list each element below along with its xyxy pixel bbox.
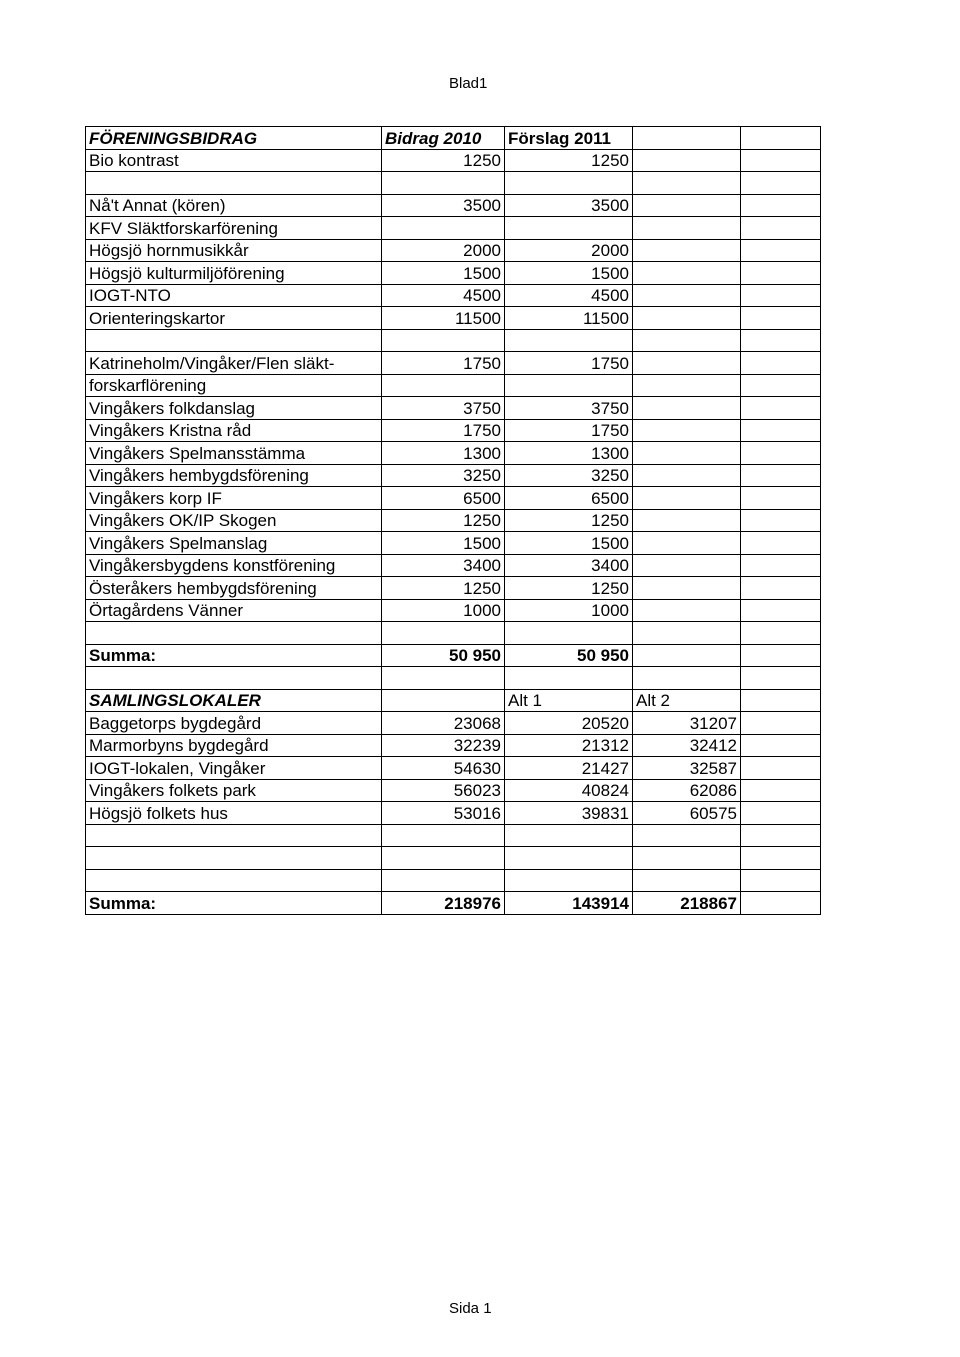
table-cell <box>505 824 633 847</box>
table-cell <box>741 284 821 307</box>
value-2011: 11500 <box>505 307 633 330</box>
value-alt1: 21312 <box>505 734 633 757</box>
value-2010 <box>382 374 505 397</box>
table-row <box>86 239 821 262</box>
table-cell <box>633 599 741 622</box>
table-cell <box>633 397 741 420</box>
row-label: Vingåkers folkdanslag <box>86 397 382 420</box>
table-cell <box>633 262 741 285</box>
value-2011: 3500 <box>505 194 633 217</box>
row-label: IOGT-lokalen, Vingåker <box>86 757 382 780</box>
value-alt1: 21427 <box>505 757 633 780</box>
row-label: Vingåkers korp IF <box>86 487 382 510</box>
column-header: Alt 1 <box>505 689 633 712</box>
table-cell <box>741 149 821 172</box>
row-label: Högsjö folkets hus <box>86 802 382 825</box>
table-cell <box>741 622 821 645</box>
table-row <box>86 554 821 577</box>
table-row <box>86 509 821 532</box>
value-2011: 1500 <box>505 532 633 555</box>
table-cell <box>505 667 633 690</box>
row-label: Örtagårdens Vänner <box>86 599 382 622</box>
value-alt2: 31207 <box>633 712 741 735</box>
summa-2011: 50 950 <box>505 644 633 667</box>
row-label: Vingåkers hembygdsförening <box>86 464 382 487</box>
value-alt2: 32587 <box>633 757 741 780</box>
value-2010: 1750 <box>382 419 505 442</box>
page-number: Sida 1 <box>449 1300 492 1317</box>
table-cell <box>86 622 382 645</box>
table-cell <box>505 869 633 892</box>
value-2010: 6500 <box>382 487 505 510</box>
table-cell <box>741 329 821 352</box>
table-cell <box>741 892 821 915</box>
table-row <box>86 622 821 645</box>
section-heading: FÖRENINGSBIDRAG <box>86 127 382 150</box>
table-cell <box>633 172 741 195</box>
table-cell <box>741 194 821 217</box>
table-row <box>86 329 821 352</box>
table-cell <box>633 442 741 465</box>
table-cell <box>633 644 741 667</box>
table-cell <box>86 869 382 892</box>
value-current: 23068 <box>382 712 505 735</box>
table-cell <box>741 712 821 735</box>
table-cell <box>741 464 821 487</box>
table-cell <box>741 239 821 262</box>
table-cell <box>633 127 741 150</box>
row-label: Marmorbyns bygdegård <box>86 734 382 757</box>
table-cell <box>633 847 741 870</box>
summa-alt2: 218867 <box>633 892 741 915</box>
table-cell <box>741 847 821 870</box>
table-row <box>86 689 821 712</box>
value-2010: 2000 <box>382 239 505 262</box>
value-2011: 1750 <box>505 419 633 442</box>
value-2010: 1750 <box>382 352 505 375</box>
table-cell <box>741 352 821 375</box>
summa-label: Summa: <box>86 644 382 667</box>
table-cell <box>633 307 741 330</box>
value-alt2: 62086 <box>633 779 741 802</box>
table-row <box>86 307 821 330</box>
value-2011: 3750 <box>505 397 633 420</box>
table-row <box>86 284 821 307</box>
table-cell <box>741 734 821 757</box>
table-row <box>86 374 821 397</box>
value-2010: 3750 <box>382 397 505 420</box>
table-cell <box>633 374 741 397</box>
column-header: Alt 2 <box>633 689 741 712</box>
spreadsheet-table <box>85 126 821 915</box>
row-label: Vingåkers folkets park <box>86 779 382 802</box>
table-cell <box>382 847 505 870</box>
value-2010: 1500 <box>382 262 505 285</box>
value-2011: 3400 <box>505 554 633 577</box>
value-alt1: 39831 <box>505 802 633 825</box>
table-row <box>86 892 821 915</box>
table-cell <box>741 442 821 465</box>
table-row <box>86 442 821 465</box>
table-cell <box>633 464 741 487</box>
table-cell <box>633 824 741 847</box>
table-cell <box>633 487 741 510</box>
value-2010 <box>382 217 505 240</box>
value-2011: 3250 <box>505 464 633 487</box>
table-cell <box>86 847 382 870</box>
value-2010: 3500 <box>382 194 505 217</box>
table-cell <box>633 352 741 375</box>
table-cell <box>741 802 821 825</box>
value-2011: 6500 <box>505 487 633 510</box>
row-label: Vingåkers Kristna råd <box>86 419 382 442</box>
value-2010: 3250 <box>382 464 505 487</box>
row-label: Vingåkers OK/IP Skogen <box>86 509 382 532</box>
value-2010 <box>382 329 505 352</box>
row-label: Orienteringskartor <box>86 307 382 330</box>
value-alt1: 40824 <box>505 779 633 802</box>
summa-2010: 50 950 <box>382 644 505 667</box>
value-2011 <box>505 172 633 195</box>
summa-current: 218976 <box>382 892 505 915</box>
value-2010: 1300 <box>382 442 505 465</box>
value-alt2: 32412 <box>633 734 741 757</box>
table-row <box>86 869 821 892</box>
table-row <box>86 802 821 825</box>
table-row <box>86 757 821 780</box>
value-2010: 3400 <box>382 554 505 577</box>
value-2010: 4500 <box>382 284 505 307</box>
table-cell <box>741 554 821 577</box>
value-alt1: 20520 <box>505 712 633 735</box>
table-cell <box>633 532 741 555</box>
table-cell <box>741 397 821 420</box>
value-2011: 1250 <box>505 149 633 172</box>
table-cell <box>741 757 821 780</box>
row-label: Nå't Annat (kören) <box>86 194 382 217</box>
sheet-title: Blad1 <box>449 75 488 92</box>
table-cell <box>633 217 741 240</box>
row-label: Vingåkersbygdens konstförening <box>86 554 382 577</box>
table-cell <box>86 667 382 690</box>
table-cell <box>633 329 741 352</box>
value-2011 <box>505 329 633 352</box>
table-cell <box>741 509 821 532</box>
table-row <box>86 217 821 240</box>
value-current: 32239 <box>382 734 505 757</box>
table-cell <box>633 577 741 600</box>
table-cell <box>741 779 821 802</box>
table-row <box>86 779 821 802</box>
table-cell <box>86 824 382 847</box>
table-cell <box>741 487 821 510</box>
column-header: Bidrag 2010 <box>382 127 505 150</box>
row-label: Katrineholm/Vingåker/Flen släkt- <box>86 352 382 375</box>
table-row <box>86 127 821 150</box>
row-label: Österåkers hembygdsförening <box>86 577 382 600</box>
table-cell <box>741 644 821 667</box>
table-cell <box>633 239 741 262</box>
value-current: 53016 <box>382 802 505 825</box>
row-label: IOGT-NTO <box>86 284 382 307</box>
table-row <box>86 577 821 600</box>
value-2010: 11500 <box>382 307 505 330</box>
value-current: 56023 <box>382 779 505 802</box>
value-2011: 2000 <box>505 239 633 262</box>
table-cell <box>633 667 741 690</box>
table-cell <box>741 419 821 442</box>
row-label: Baggetorps bygdegård <box>86 712 382 735</box>
table-row <box>86 712 821 735</box>
value-2011 <box>505 374 633 397</box>
table-cell <box>741 172 821 195</box>
table-cell <box>382 667 505 690</box>
table-cell <box>633 622 741 645</box>
value-2011: 1250 <box>505 577 633 600</box>
table-row <box>86 847 821 870</box>
table-cell <box>382 622 505 645</box>
summa-label: Summa: <box>86 892 382 915</box>
row-label: Bio kontrast <box>86 149 382 172</box>
table-cell <box>741 824 821 847</box>
value-2010: 1250 <box>382 577 505 600</box>
table-cell <box>741 869 821 892</box>
row-label: Högsjö kulturmiljöförening <box>86 262 382 285</box>
row-label <box>86 172 382 195</box>
row-label: Högsjö hornmusikkår <box>86 239 382 262</box>
table-cell <box>633 194 741 217</box>
value-2010: 1500 <box>382 532 505 555</box>
table-cell <box>382 869 505 892</box>
table-cell <box>633 869 741 892</box>
table-cell <box>741 689 821 712</box>
row-label: Vingåkers Spelmansstämma <box>86 442 382 465</box>
value-current: 54630 <box>382 757 505 780</box>
table-cell <box>505 847 633 870</box>
value-2010: 1000 <box>382 599 505 622</box>
table-row <box>86 194 821 217</box>
table-cell <box>505 622 633 645</box>
column-header: Förslag 2011 <box>505 127 633 150</box>
value-2011: 1250 <box>505 509 633 532</box>
value-2010: 1250 <box>382 509 505 532</box>
value-2011: 1750 <box>505 352 633 375</box>
table-cell <box>741 599 821 622</box>
table-cell <box>633 509 741 532</box>
table-cell <box>741 532 821 555</box>
value-2010: 1250 <box>382 149 505 172</box>
table-cell <box>382 824 505 847</box>
table-cell <box>382 689 505 712</box>
table-cell <box>741 307 821 330</box>
row-label: forskarflörening <box>86 374 382 397</box>
value-2011: 1000 <box>505 599 633 622</box>
table-row <box>86 262 821 285</box>
summa-alt1: 143914 <box>505 892 633 915</box>
row-label: Vingåkers Spelmanslag <box>86 532 382 555</box>
value-2011: 1300 <box>505 442 633 465</box>
value-2011: 1500 <box>505 262 633 285</box>
table-cell <box>741 262 821 285</box>
table-row <box>86 824 821 847</box>
table-row <box>86 532 821 555</box>
table-row <box>86 352 821 375</box>
table-row <box>86 172 821 195</box>
value-2010 <box>382 172 505 195</box>
table-row <box>86 734 821 757</box>
table-cell <box>741 217 821 240</box>
table-cell <box>633 554 741 577</box>
table-cell <box>741 667 821 690</box>
value-2011 <box>505 217 633 240</box>
table-row <box>86 599 821 622</box>
table-row <box>86 464 821 487</box>
value-2011: 4500 <box>505 284 633 307</box>
table-row <box>86 487 821 510</box>
table-row <box>86 149 821 172</box>
value-alt2: 60575 <box>633 802 741 825</box>
section-heading: SAMLINGSLOKALER <box>86 689 382 712</box>
table-cell <box>633 419 741 442</box>
table-cell <box>633 149 741 172</box>
table-cell <box>741 577 821 600</box>
table-cell <box>633 284 741 307</box>
table-row <box>86 397 821 420</box>
table-row <box>86 419 821 442</box>
table-cell <box>741 127 821 150</box>
table-row <box>86 667 821 690</box>
table-row <box>86 644 821 667</box>
row-label: KFV Släktforskarförening <box>86 217 382 240</box>
row-label <box>86 329 382 352</box>
table-cell <box>741 374 821 397</box>
